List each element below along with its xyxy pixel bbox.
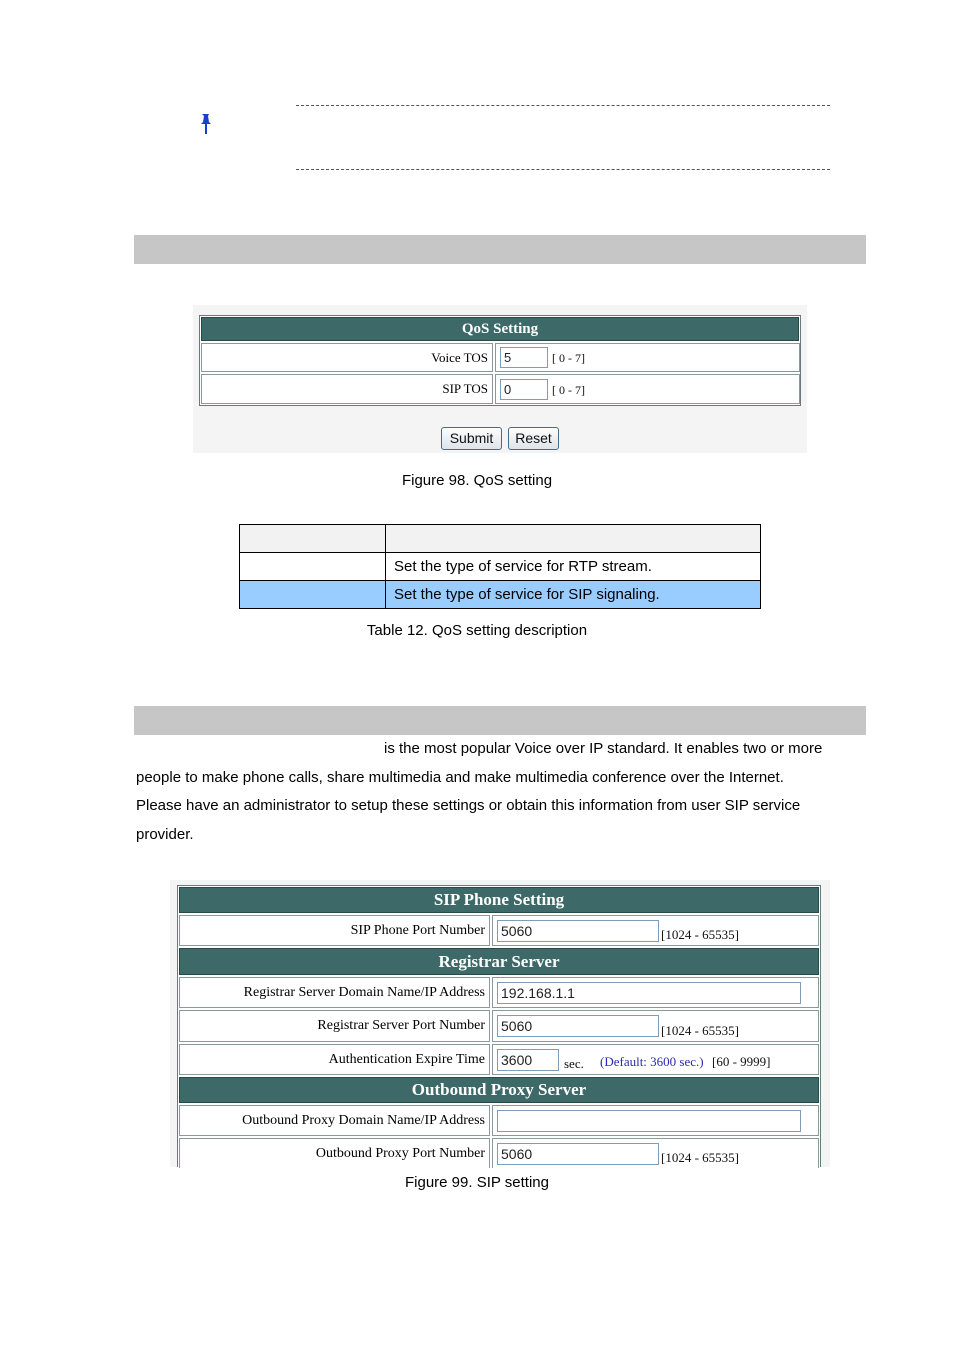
voice-tos-cell — [495, 343, 800, 372]
auth-expire-label: Authentication Expire Time — [179, 1044, 490, 1075]
sip-tos-input[interactable]: 0 — [500, 379, 548, 400]
table-12-caption: Table 12. QoS setting description — [366, 622, 588, 639]
pushpin-icon — [198, 112, 214, 136]
sip-phone-setting-title: SIP Phone Setting — [179, 887, 819, 913]
outbound-port-label: Outbound Proxy Port Number — [179, 1138, 490, 1168]
sip-tos-label: SIP TOS — [201, 374, 493, 404]
voice-tos-input[interactable]: 5 — [500, 347, 548, 368]
registrar-domain-input[interactable]: 192.168.1.1 — [497, 982, 801, 1004]
voice-tos-label: Voice TOS — [201, 343, 493, 372]
figure-98-caption: Figure 98. QoS setting — [401, 472, 553, 489]
sip-phone-port-range: [1024 - 65535] — [661, 927, 739, 942]
outbound-port-cell — [492, 1138, 819, 1168]
registrar-port-range: [1024 - 65535] — [661, 1023, 739, 1038]
section-heading-bar-sip — [134, 706, 866, 735]
table-row — [240, 553, 761, 581]
sip-phone-port-label: SIP Phone Port Number — [179, 915, 490, 946]
registrar-port-cell — [492, 1010, 819, 1042]
auth-expire-cell — [492, 1044, 819, 1075]
note-bottom-divider — [296, 169, 830, 170]
figure-99-caption: Figure 99. SIP setting — [405, 1174, 549, 1191]
sip-paragraph-line-4: provider. — [136, 826, 194, 843]
registrar-domain-label: Registrar Server Domain Name/IP Address — [179, 977, 490, 1008]
table-cell-desc: Set the type of service for RTP stream. — [386, 553, 761, 581]
table-row — [240, 581, 761, 609]
qos-setting-figure — [193, 305, 807, 453]
table-cell-desc: Set the type of service for SIP signaling. — [386, 581, 761, 609]
registrar-port-input[interactable]: 5060 — [497, 1015, 659, 1037]
sip-paragraph-first-line: is the most popular Voice over IP standard. It enables two or more — [384, 740, 823, 757]
sip-paragraph-line-2: people to make phone calls, share multimedia and make multimedia conference over the Internet. — [136, 769, 784, 786]
registrar-domain-cell — [492, 977, 819, 1008]
table-cell-name — [240, 553, 386, 581]
submit-button[interactable]: Submit — [441, 427, 502, 450]
auth-expire-unit: sec. — [564, 1056, 584, 1071]
registrar-port-label: Registrar Server Port Number — [179, 1010, 490, 1042]
sip-setting-table — [177, 885, 821, 1167]
outbound-domain-input[interactable] — [497, 1110, 801, 1132]
table-header-cell — [240, 525, 386, 553]
auth-expire-default: (Default: 3600 sec.) — [600, 1054, 704, 1069]
auth-expire-input[interactable]: 3600 — [497, 1049, 559, 1071]
auth-expire-range: [60 - 9999] — [712, 1054, 771, 1069]
table-header-cell — [386, 525, 761, 553]
outbound-proxy-header: Outbound Proxy Server — [179, 1077, 819, 1103]
qos-setting-table — [199, 315, 801, 406]
voice-tos-range: [ 0 - 7] — [552, 351, 585, 365]
qos-setting-title: QoS Setting — [201, 317, 799, 341]
table-cell-name — [240, 581, 386, 609]
sip-tos-cell — [495, 374, 800, 404]
outbound-port-input[interactable]: 5060 — [497, 1143, 659, 1165]
sip-setting-figure — [170, 880, 830, 1167]
sip-paragraph-line-3: Please have an administrator to setup these settings or obtain this information from user SIP service — [136, 797, 801, 814]
reset-button[interactable]: Reset — [508, 427, 559, 450]
outbound-domain-cell — [492, 1105, 819, 1136]
qos-description-table — [239, 524, 761, 609]
outbound-port-range: [1024 - 65535] — [661, 1150, 739, 1165]
sip-phone-port-cell — [492, 915, 819, 946]
registrar-server-header: Registrar Server — [179, 948, 819, 975]
note-top-divider — [296, 105, 830, 106]
sip-tos-range: [ 0 - 7] — [552, 383, 585, 397]
section-heading-bar-qos — [134, 235, 866, 264]
outbound-domain-label: Outbound Proxy Domain Name/IP Address — [179, 1105, 490, 1136]
sip-phone-port-input[interactable]: 5060 — [497, 920, 659, 942]
